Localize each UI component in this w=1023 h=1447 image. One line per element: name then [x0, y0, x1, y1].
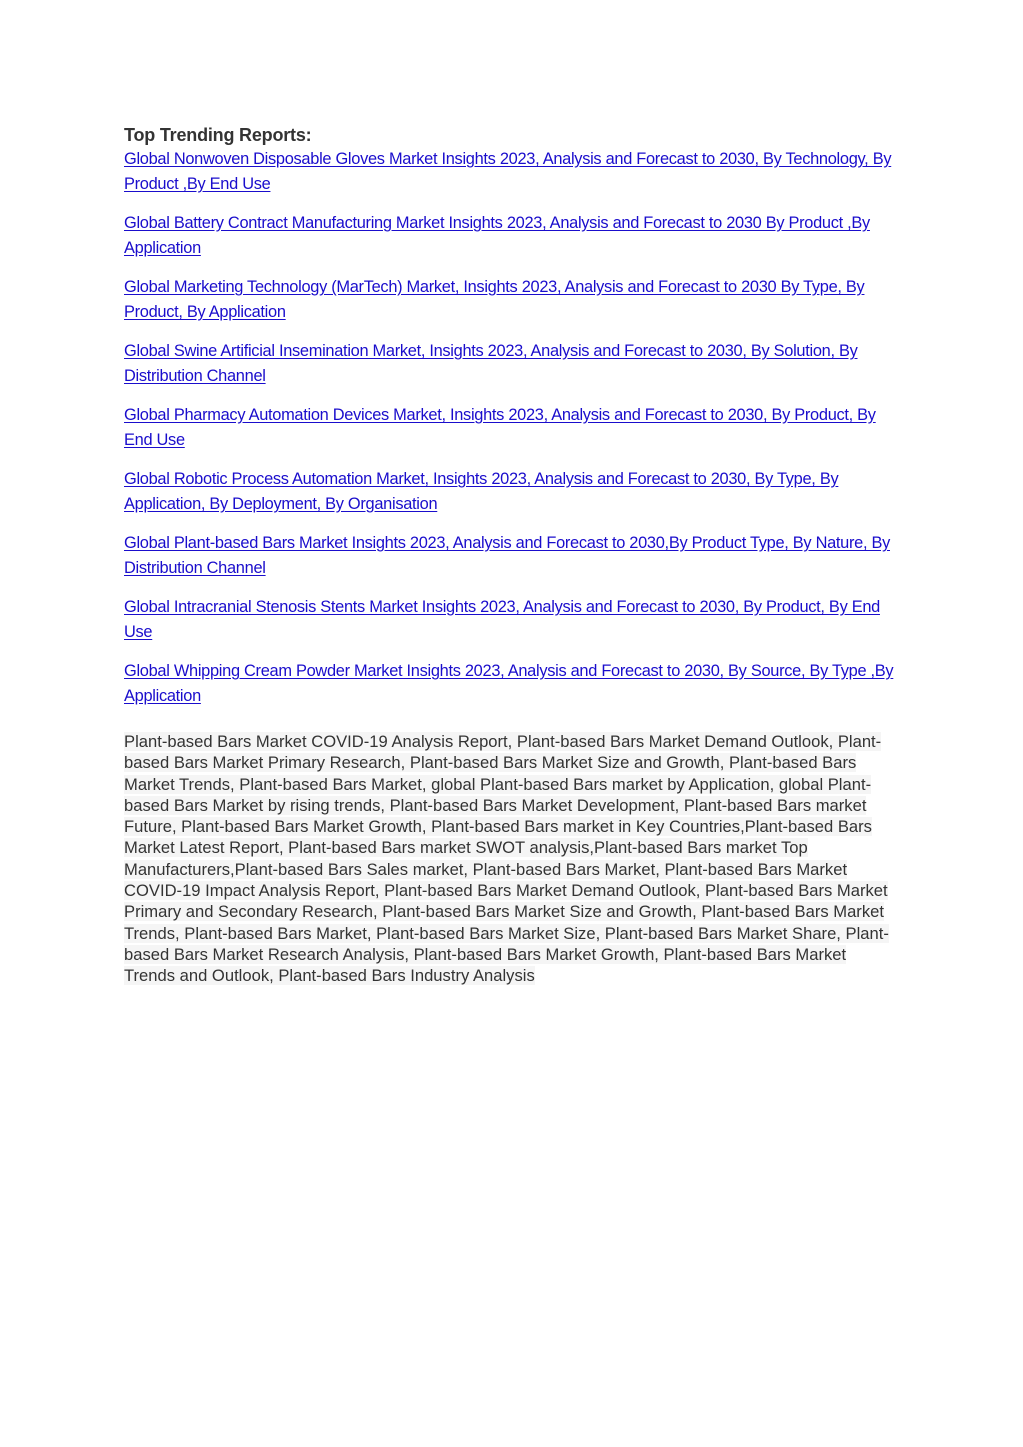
- report-link[interactable]: Global Battery Contract Manufacturing Market Insights 2023, Analysis and Forecast to 2030 By Product ,By Application: [124, 214, 870, 257]
- list-item: [124, 147, 900, 197]
- list-item: [124, 275, 900, 325]
- report-link[interactable]: Global Nonwoven Disposable Gloves Market Insights 2023, Analysis and Forecast to 2030, By Technology, By Product ,By End Use: [124, 150, 892, 193]
- report-link[interactable]: Global Swine Artificial Insemination Market, Insights 2023, Analysis and Forecast to 2030, By Solution, By Distribution Channel: [124, 342, 858, 385]
- list-item: [124, 659, 900, 709]
- list-item: [124, 531, 900, 581]
- report-link[interactable]: Global Marketing Technology (MarTech) Market, Insights 2023, Analysis and Forecast to 2030 By Type, By Product, By Application: [124, 278, 865, 321]
- list-item: [124, 211, 900, 261]
- list-item: [124, 595, 900, 645]
- report-link[interactable]: Global Intracranial Stenosis Stents Market Insights 2023, Analysis and Forecast to 2030, By Product, By End Use: [124, 598, 880, 641]
- report-link[interactable]: Global Pharmacy Automation Devices Market, Insights 2023, Analysis and Forecast to 2030, By Product, By End Use: [124, 406, 876, 449]
- document-page: [124, 124, 900, 1003]
- report-link[interactable]: Global Robotic Process Automation Market, Insights 2023, Analysis and Forecast to 2030, By Type, By Application, By Deployment, By Organisation: [124, 470, 839, 513]
- keywords-paragraph: [124, 731, 900, 987]
- section-heading: Top Trending Reports:: [124, 125, 312, 145]
- report-link[interactable]: Global Whipping Cream Powder Market Insights 2023, Analysis and Forecast to 2030, By Source, By Type ,By Application: [124, 662, 894, 705]
- list-item: [124, 403, 900, 453]
- report-link[interactable]: Global Plant-based Bars Market Insights 2023, Analysis and Forecast to 2030,By Product Type, By Nature, By Distribution Channel: [124, 534, 890, 577]
- list-item: [124, 467, 900, 517]
- keywords-text: Plant-based Bars Market COVID-19 Analysis Report, Plant-based Bars Market Demand Outlook, Plant-based Bars Market Primary Research, Plant-based Bars Market Size and Growth, Plant-based Bars Market Trends, Plant-based Bars Market, global Plant-based Bars market by Application, global Plant-based Bars Market by rising trends, Plant-based Bars Market Development, Plant-based Bars market Future, Plant-based Bars Market Growth, Plant-based Bars market in Key Countries,Plant-based Bars Market Latest Report, Plant-based Bars market SWOT analysis,Plant-based Bars market Top Manufacturers,Plant-based Bars Sales market, Plant-based Bars Market, Plant-based Bars Market COVID-19 Impact Analysis Report, Plant-based Bars Market Demand Outlook, Plant-based Bars Market Primary and Secondary Research, Plant-based Bars Market Size and Growth, Plant-based Bars Market Trends, Plant-based Bars Market, Plant-based Bars Market Size, Plant-based Bars Market Share, Plant-based Bars Market Research Analysis, Plant-based Bars Market Growth, Plant-based Bars Market Trends and Outlook, Plant-based Bars Industry Analysis: [124, 732, 889, 986]
- trending-reports-list: [124, 147, 900, 709]
- list-item: [124, 339, 900, 389]
